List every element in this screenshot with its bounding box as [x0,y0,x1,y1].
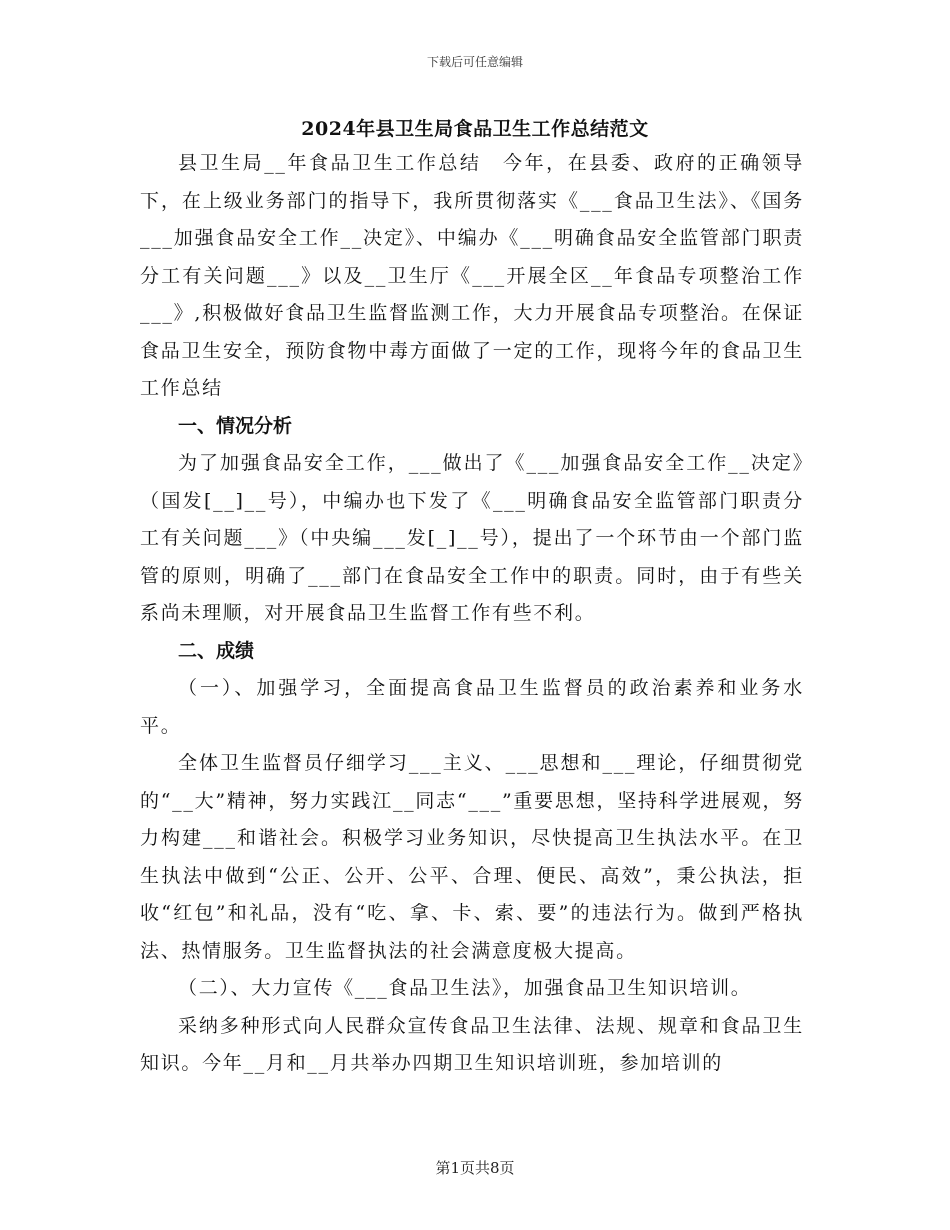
paragraph-subheading-publicity: （二）、大力宣传《___食品卫生法》，加强食品卫生知识培训。 [178,977,752,999]
page-number: 第1页共8页 [435,1159,515,1177]
paragraph-subheading-study: （一）、加强学习，全面提高食品卫生监督员的政治素养和业务水平。 [140,677,804,737]
paragraph-publicity: 采纳多种形式向人民群众宣传食品卫生法律、法规、规章和食品卫生知识。今年__月和__月共举办四期卫生知识培训班，参加培训的 [140,1014,804,1074]
paragraph-study: 全体卫生监督员仔细学习___主义、___思想和___理论，仔细贯彻党的“__大”精神，努力实践江__同志“___”重要思想，坚持科学进展观，努力构建___和谐社会。积极学习业务知识，尽快提高卫生执法水平。在卫生执法中做到“公正、公开、公平、合理、便民、高效”，秉公执法，拒收“红包”和礼品，没有“吃、拿、卡、索、要”的违法行为。做到严格执法、热情服务。卫生监督执法的社会满意度极大提高。 [140,752,804,962]
heading-situation-analysis: 一、情况分析 [178,414,293,437]
paragraph-intro: 县卫生局__年食品卫生工作总结 今年，在县委、政府的正确领导下，在上级业务部门的指导下，我所贯彻落实《___食品卫生法》、《国务___加强食品安全工作__决定》、中编办《___明确食品安全监管部门职责分工有关问题___》以及__卫生厅《___开展全区__年食品专项整治工作___》,积极做好食品卫生监督监测工作，大力开展食品专项整治。在保证食品卫生安全，预防食物中毒方面做了一定的工作，现将今年的食品卫生工作总结 [140,152,804,399]
heading-achievements: 二、成绩 [178,639,255,662]
document-title: 2024年县卫生局食品卫生工作总结范文 [301,118,649,140]
document-body [140,145,804,1083]
paragraph-situation: 为了加强食品安全工作，___做出了《___加强食品安全工作__决定》（国发[__]__号），中编办也下发了《___明确食品安全监管部门职责分工有关问题___》（中央编___发[_]__号），提出了一个环节由一个部门监管的原则，明确了___部门在食品安全工作中的职责。同时，由于有些关系尚未理顺，对开展食品卫生监督工作有些不利。 [140,452,804,624]
header-note: 下载后可任意编辑 [426,55,523,69]
